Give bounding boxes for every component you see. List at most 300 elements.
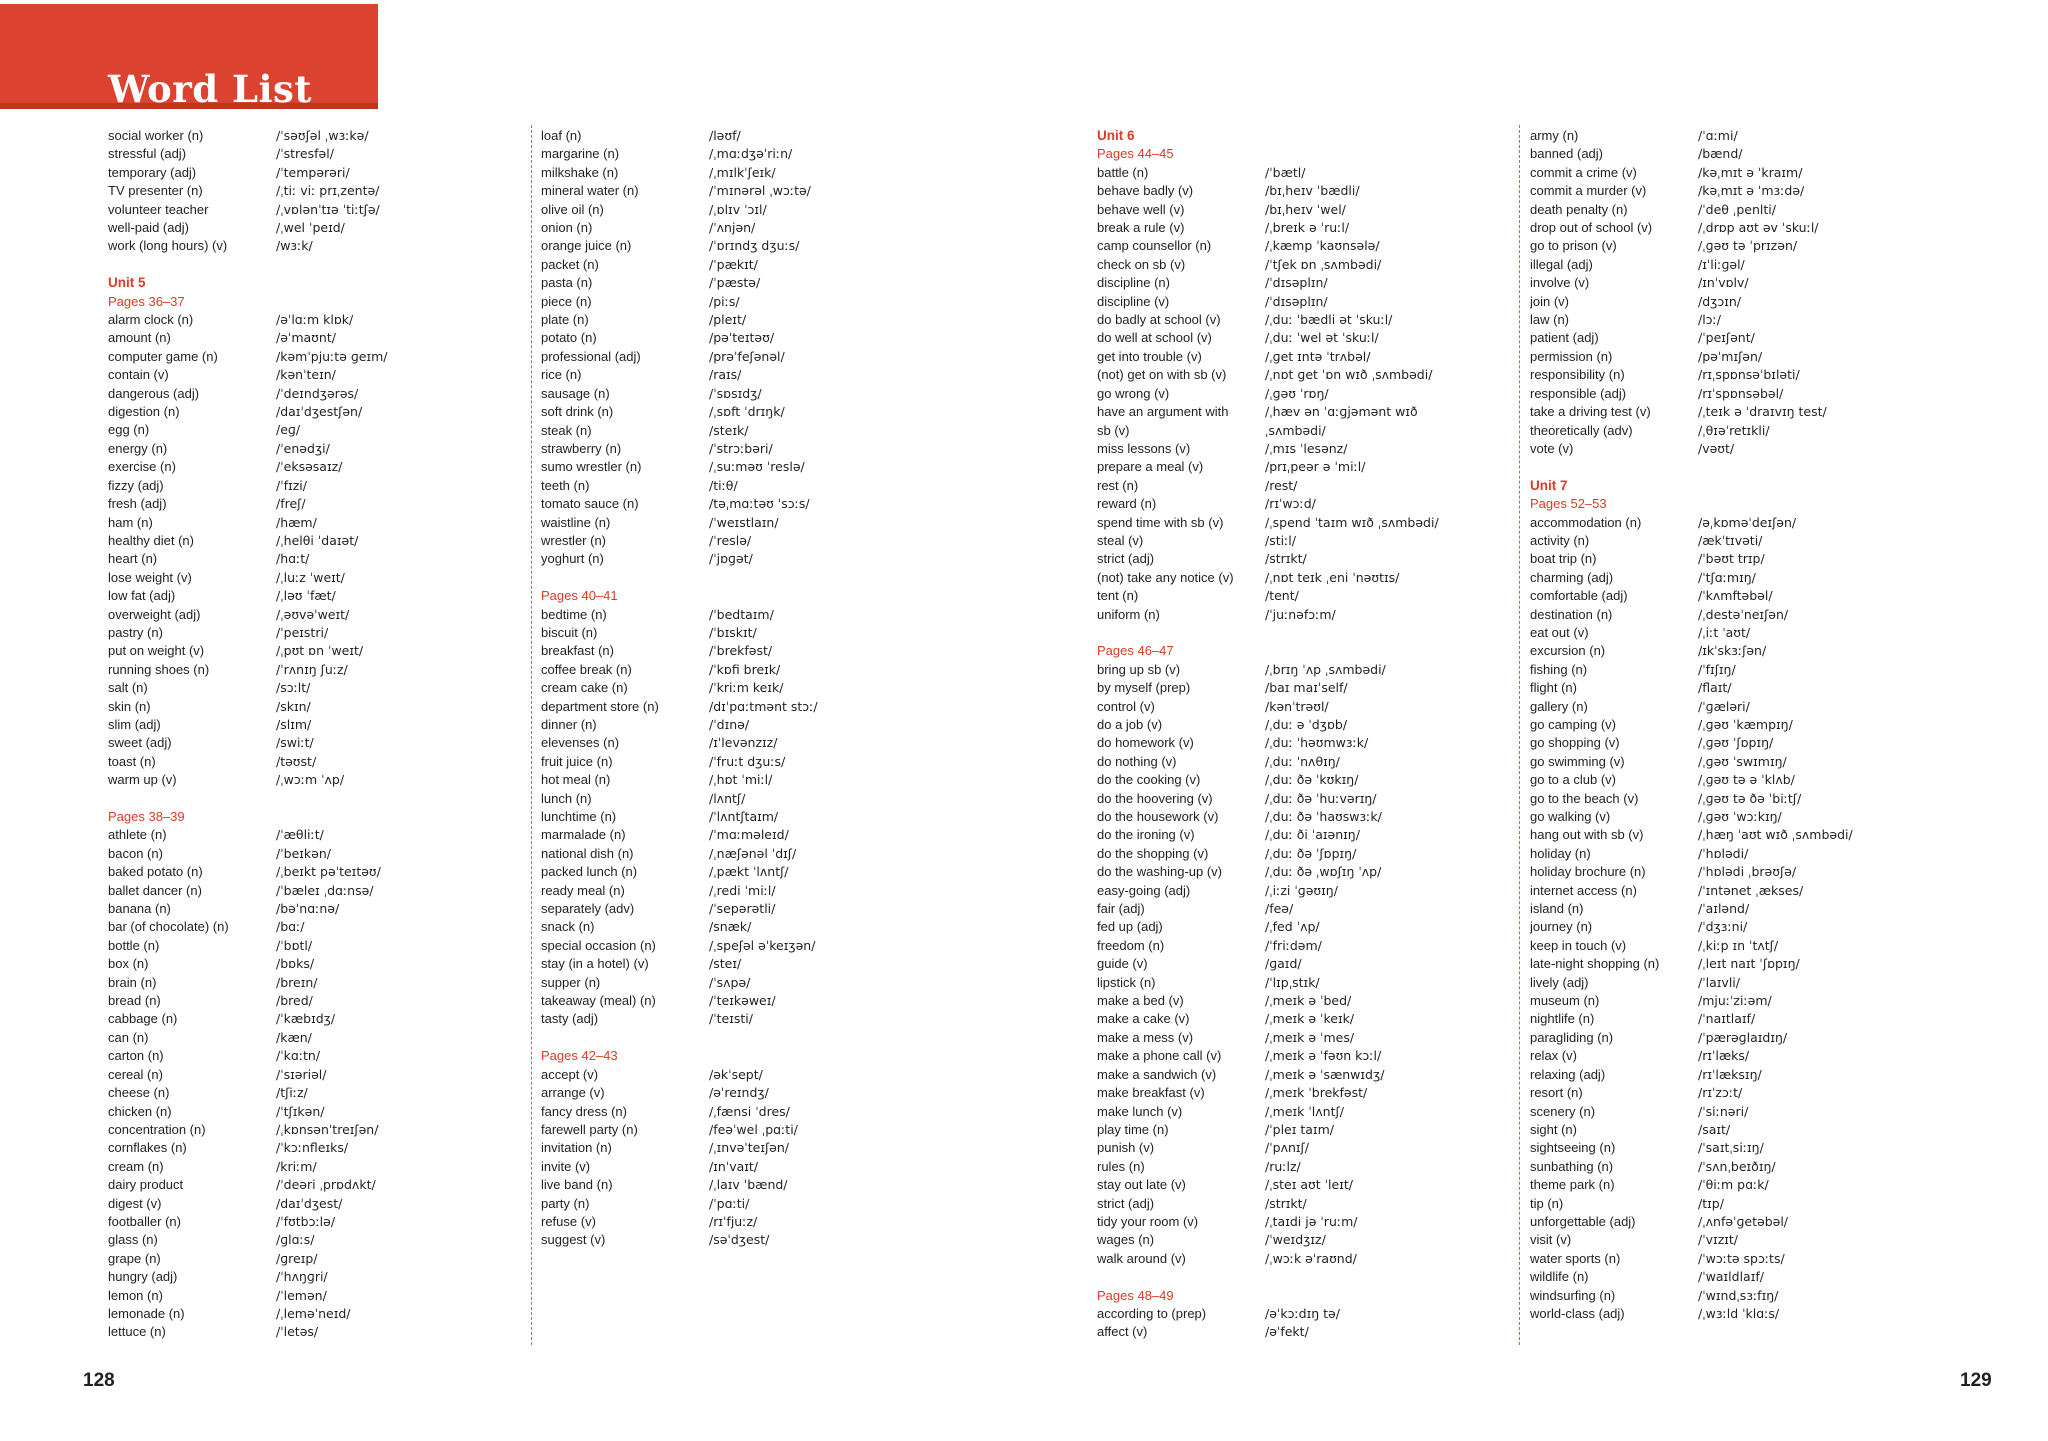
entry-word: bar (of chocolate) (n) (108, 919, 229, 935)
page-title: Word List (108, 67, 312, 111)
entry-pronunciation: /kriːm/ (276, 1158, 317, 1174)
word-entry (541, 1213, 981, 1231)
word-entry (108, 1066, 548, 1084)
word-entry (1097, 771, 1537, 789)
entry-word: break a rule (v) (1097, 220, 1185, 236)
entry-word: resort (n) (1530, 1085, 1583, 1101)
entry-pronunciation: /ˈtʃek ɒn ˌsʌmbədi/ (1265, 256, 1382, 272)
entry-word: bacon (n) (108, 845, 163, 861)
entry-pronunciation: /ˌleɪt naɪt ˈʃɒpɪŋ/ (1698, 956, 1800, 972)
entry-pronunciation: /ækˈtɪvəti/ (1698, 532, 1763, 548)
entry-pronunciation: /ˈfruːt dʒuːs/ (709, 753, 786, 769)
entry-pronunciation: /ləʊf/ (709, 128, 741, 143)
entry-pronunciation: /ruːlz/ (1265, 1158, 1301, 1174)
entry-word: social worker (n) (108, 128, 204, 143)
entry-word: farewell party (n) (541, 1121, 638, 1137)
entry-pronunciation: /feə/ (1265, 901, 1294, 917)
entry-pronunciation: /ˈbɒtl/ (276, 937, 313, 953)
entry-word: stay (in a hotel) (v) (541, 956, 649, 972)
entry-word: heart (n) (108, 551, 158, 567)
entry-word: warm up (v) (108, 772, 177, 788)
word-entry (1530, 1250, 1970, 1268)
entry-word: windsurfing (n) (1530, 1287, 1616, 1303)
word-entry (541, 329, 981, 347)
entry-pronunciation: /ˌbeɪkt pəˈteɪtəʊ/ (276, 864, 381, 880)
entry-word: flight (n) (1530, 680, 1577, 696)
entry-pronunciation: /ˌwɔːm ˈʌp/ (276, 772, 345, 788)
entry-pronunciation: /ˌθɪəˈretɪkli/ (1698, 422, 1770, 438)
entry-pronunciation: /ˈeksəsaɪz/ (276, 459, 343, 475)
word-entry (1097, 716, 1537, 734)
word-entry (1530, 753, 1970, 771)
entry-word: yoghurt (n) (541, 551, 604, 567)
word-entry (541, 422, 981, 440)
entry-word: wages (n) (1097, 1232, 1155, 1248)
entry-word: go shopping (v) (1530, 735, 1620, 751)
entry-pronunciation: /ˈmɪnərəl ˌwɔːtə/ (709, 183, 811, 199)
entry-word: do badly at school (v) (1097, 312, 1221, 328)
word-entry (1530, 1158, 1970, 1176)
word-entry (1530, 918, 1970, 936)
entry-word: sight (n) (1530, 1121, 1577, 1137)
entry-pronunciation: /ˌsteɪ aʊt ˈleɪt/ (1265, 1177, 1353, 1193)
entry-pronunciation: /ˈbedtaɪm/ (709, 606, 774, 622)
entry-pronunciation: /ˈsiːnəri/ (1698, 1103, 1749, 1119)
entry-word: carton (n) (108, 1048, 164, 1064)
entry-pronunciation: /ˈlɪpˌstɪk/ (1265, 974, 1320, 990)
entry-word: tent (n) (1097, 588, 1139, 604)
word-entry (1097, 237, 1537, 255)
word-entry (541, 1158, 981, 1176)
entry-pronunciation: /ˌdrɒp aʊt əv ˈskuːl/ (1698, 220, 1819, 236)
entry-pronunciation: /ˈsəʊʃəl ˌwɜːkə/ (276, 128, 369, 143)
entry-word: patient (adj) (1530, 330, 1599, 346)
word-entry (541, 237, 981, 255)
word-entry (108, 624, 548, 642)
word-entry (108, 477, 548, 495)
word-entry (1097, 863, 1537, 881)
entry-pronunciation: /ˌlaɪv ˈbænd/ (709, 1177, 788, 1193)
section-gap (541, 1029, 981, 1047)
entry-pronunciation: /ˌmɪlkˈʃeɪk/ (709, 164, 776, 180)
word-entry (1530, 1121, 1970, 1139)
entry-pronunciation: /əˈmaʊnt/ (276, 330, 336, 346)
word-entry (541, 1231, 981, 1249)
word-entry (108, 992, 548, 1010)
entry-pronunciation: /ˌkɒnsənˈtreɪʃən/ (276, 1121, 379, 1137)
word-column-4 (1530, 127, 1970, 1323)
word-entry (541, 1084, 981, 1102)
entry-word: charming (adj) (1530, 569, 1614, 585)
entry-pronunciation: /rest/ (1265, 477, 1298, 493)
entry-pronunciation: /ˌɡəʊ ˈwɔːkɪŋ/ (1698, 809, 1782, 825)
entry-word: box (n) (108, 956, 149, 972)
entry-word: do homework (v) (1097, 735, 1194, 751)
entry-word: suggest (v) (541, 1232, 606, 1248)
entry-pronunciation: /rɪˈspɒnsəbəl/ (1698, 385, 1784, 401)
word-entry (1097, 403, 1537, 421)
entry-word: guide (v) (1097, 956, 1148, 972)
word-entry (1097, 1195, 1537, 1213)
entry-word: sb (v) (1097, 422, 1130, 438)
word-entry (1530, 587, 1970, 605)
entry-pronunciation: /ˈwɔːtə spɔːts/ (1698, 1250, 1785, 1266)
word-entry (108, 385, 548, 403)
entry-pronunciation: /ˌpækt ˈlʌntʃ/ (709, 864, 789, 880)
entry-pronunciation: /ˈwaɪldlaɪf/ (1698, 1269, 1764, 1285)
word-entry (1097, 311, 1537, 329)
entry-word: chicken (n) (108, 1103, 172, 1119)
entry-word: dinner (n) (541, 716, 597, 732)
entry-word: sausage (n) (541, 385, 610, 401)
word-entry (541, 514, 981, 532)
word-entry (541, 127, 981, 145)
entry-word: athlete (n) (108, 827, 167, 843)
entry-pronunciation: /hɑːt/ (276, 551, 310, 567)
entry-word: make a mess (v) (1097, 1029, 1194, 1045)
unit-heading: Unit 7 (1530, 477, 1568, 493)
entry-word: sightseeing (n) (1530, 1140, 1616, 1156)
entry-pronunciation: /ˈnaɪtlaɪf/ (1698, 1011, 1756, 1027)
word-entry (1530, 256, 1970, 274)
entry-word: computer game (n) (108, 348, 218, 364)
entry-word: waistline (n) (541, 514, 611, 530)
entry-pronunciation: /ˈtempərəri/ (276, 164, 350, 180)
word-entry (541, 937, 981, 955)
word-entry (108, 182, 548, 200)
entry-pronunciation: /mjuːˈziːəm/ (1698, 993, 1772, 1009)
word-entry (1530, 937, 1970, 955)
word-entry (1097, 329, 1537, 347)
entry-word: uniform (n) (1097, 606, 1160, 622)
entry-word: world-class (adj) (1530, 1305, 1625, 1321)
word-entry (1530, 422, 1970, 440)
entry-word: dangerous (adj) (108, 385, 200, 401)
entry-pronunciation: /ˌtiː viː prɪˌzentə/ (276, 183, 380, 199)
entry-pronunciation: /ˌɡəʊ ˈrɒŋ/ (1265, 385, 1329, 401)
word-entry (1530, 679, 1970, 697)
entry-pronunciation: /ˌɡəʊ ˈʃɒpɪŋ/ (1698, 735, 1774, 751)
entry-word: activity (n) (1530, 532, 1590, 548)
entry-pronunciation: /daɪˈdʒestʃən/ (276, 404, 363, 420)
entry-word: mineral water (n) (541, 183, 639, 199)
word-entry (541, 679, 981, 697)
entry-word: fizzy (adj) (108, 477, 164, 493)
page-number-left: 128 (83, 1370, 115, 1391)
word-entry (1097, 1010, 1537, 1028)
entry-pronunciation: /ˌnæʃənəl ˈdɪʃ/ (709, 845, 797, 861)
word-entry (1097, 826, 1537, 844)
word-entry (1097, 1176, 1537, 1194)
word-entry (1097, 274, 1537, 292)
entry-pronunciation: /kəmˈpjuːtə ɡeɪm/ (276, 348, 388, 364)
word-entry (1530, 1103, 1970, 1121)
entry-word: do the shopping (v) (1097, 845, 1209, 861)
entry-pronunciation: /ˌnɒt ɡet ˈɒn wɪð ˌsʌmbədi/ (1265, 367, 1433, 383)
entry-pronunciation: /ˈpleɪ taɪm/ (1265, 1121, 1334, 1137)
entry-word: tip (n) (1530, 1195, 1564, 1211)
entry-word: reward (n) (1097, 496, 1157, 512)
word-entry (1097, 1139, 1537, 1157)
entry-pronunciation: /ˈsʌnˌbeɪðɪŋ/ (1698, 1158, 1776, 1174)
entry-pronunciation: /raɪs/ (709, 367, 742, 383)
word-entry (1530, 311, 1970, 329)
word-entry (541, 458, 981, 476)
word-entry (1530, 1066, 1970, 1084)
entry-word: lemon (n) (108, 1287, 163, 1303)
entry-pronunciation: /ˌduː ˈbædli ət ˈskuːl/ (1265, 312, 1393, 328)
pages-heading: Pages 38–39 (108, 809, 185, 824)
entry-word: according to (prep) (1097, 1305, 1207, 1321)
entry-pronunciation: /ˈfʊtbɔːlə/ (276, 1213, 336, 1229)
entry-pronunciation: /ˈletəs/ (276, 1324, 319, 1340)
word-entry (541, 495, 981, 513)
entry-pronunciation: /ˈʌnjən/ (709, 220, 756, 236)
entry-pronunciation: /snæk/ (709, 919, 752, 935)
entry-pronunciation: /ˌfænsi ˈdres/ (709, 1103, 790, 1119)
entry-word: fruit juice (n) (541, 753, 613, 769)
word-entry (541, 256, 981, 274)
entry-pronunciation: /ˌhæv ən ˈɑːɡjəmənt wɪð (1265, 404, 1418, 420)
entry-pronunciation: /ˌɡəʊ ˈswɪmɪŋ/ (1698, 753, 1787, 769)
word-entry (1530, 606, 1970, 624)
entry-word: island (n) (1530, 901, 1584, 917)
entry-pronunciation: /ˈdeθ ˌpenlti/ (1698, 201, 1776, 217)
word-entry (108, 403, 548, 421)
entry-pronunciation: /ˈjuːnəfɔːm/ (1265, 606, 1336, 622)
entry-pronunciation: /ˈlemən/ (276, 1287, 327, 1303)
entry-pronunciation: /ˈwɪndˌsɜːfɪŋ/ (1698, 1287, 1779, 1303)
entry-pronunciation: /ɪkˈskɜːʃən/ (1698, 643, 1767, 659)
entry-pronunciation: /ˈlʌntʃtaɪm/ (709, 809, 779, 825)
word-entry (541, 826, 981, 844)
entry-word: visit (v) (1530, 1232, 1572, 1248)
entry-pronunciation: /ˌduː ðə ˈhuːvərɪŋ/ (1265, 790, 1377, 806)
entry-pronunciation: /freʃ/ (276, 496, 306, 512)
entry-pronunciation: /ˈlaɪvli/ (1698, 974, 1740, 990)
entry-word: piece (n) (541, 293, 592, 309)
entry-word: packet (n) (541, 256, 599, 272)
word-entry (1097, 256, 1537, 274)
word-entry (1097, 532, 1537, 550)
entry-word: lipstick (n) (1097, 974, 1156, 990)
entry-pronunciation: /ˈpærəɡlaɪdɪŋ/ (1698, 1029, 1788, 1045)
entry-pronunciation: /ˈtʃɑːmɪŋ/ (1698, 569, 1756, 585)
entry-pronunciation: /təʊst/ (276, 753, 317, 769)
entry-pronunciation: /tent/ (1265, 588, 1299, 604)
entry-word: journey (n) (1530, 919, 1593, 935)
entry-pronunciation: /ˈkʌmftəbəl/ (1698, 588, 1773, 604)
word-entry (1097, 587, 1537, 605)
entry-pronunciation: /ˌmeɪk ə ˈmes/ (1265, 1029, 1355, 1045)
word-entry (541, 201, 981, 219)
entry-word: freedom (n) (1097, 937, 1165, 953)
entry-word: comfortable (adj) (1530, 588, 1628, 604)
entry-word: (not) take any notice (v) (1097, 569, 1234, 585)
entry-word: running shoes (n) (108, 661, 210, 677)
entry-word: discipline (v) (1097, 293, 1170, 309)
entry-pronunciation: /ˌduː ə ˈdʒɒb/ (1265, 716, 1348, 732)
entry-pronunciation: /bɪˌheɪv ˈbædli/ (1265, 183, 1360, 199)
unit-heading: Unit 5 (108, 275, 146, 291)
entry-pronunciation: /ˈweɪstlaɪn/ (709, 514, 779, 530)
entry-pronunciation: /ˌləʊ ˈfæt/ (276, 588, 336, 604)
entry-pronunciation: /sɔːlt/ (276, 680, 311, 696)
entry-pronunciation: /ˈdeɪndʒərəs/ (276, 385, 359, 401)
entry-word: contain (v) (108, 367, 169, 383)
entry-pronunciation: /ˌiːzi ˈɡəʊɪŋ/ (1265, 882, 1338, 898)
entry-word: (not) get on with sb (v) (1097, 367, 1227, 383)
entry-pronunciation: /ˌmeɪk ˈlʌntʃ/ (1265, 1103, 1344, 1119)
entry-word: keep in touch (v) (1530, 937, 1627, 953)
word-entry (108, 164, 548, 182)
word-entry (108, 329, 548, 347)
entry-pronunciation: /ˈrʌnɪŋ ʃuːz/ (276, 661, 348, 677)
entry-word: have an argument with (1097, 404, 1229, 420)
entry-word: sumo wrestler (n) (541, 459, 642, 475)
entry-pronunciation: /ˌɡet ɪntə ˈtrʌbəl/ (1265, 348, 1371, 364)
entry-word: party (n) (541, 1195, 590, 1211)
entry-pronunciation: /ˌspeʃəl əˈkeɪʒən/ (709, 937, 816, 953)
entry-word: pasta (n) (541, 275, 593, 291)
pages-heading: Pages 40–41 (541, 588, 618, 604)
entry-word: commit a crime (v) (1530, 164, 1637, 180)
entry-pronunciation: /piːs/ (709, 293, 740, 309)
entry-pronunciation: /ˈæθliːt/ (276, 827, 324, 843)
entry-pronunciation: /ˈpækɪt/ (709, 256, 758, 272)
entry-pronunciation: /ˈbrekfəst/ (709, 643, 773, 659)
entry-word: cereal (n) (108, 1066, 163, 1082)
entry-word: work (long hours) (v) (108, 238, 228, 254)
entry-word: holiday (n) (1530, 845, 1591, 861)
word-entry (1097, 900, 1537, 918)
entry-word: well-paid (adj) (108, 220, 189, 236)
entry-word: cornflakes (n) (108, 1140, 187, 1156)
word-entry (541, 790, 981, 808)
entry-pronunciation: /bɒks/ (276, 956, 315, 972)
word-entry (1530, 1010, 1970, 1028)
entry-pronunciation: /ˈbeɪkən/ (276, 845, 331, 861)
entry-pronunciation: /prəˈfeʃənəl/ (709, 348, 785, 364)
entry-word: separately (adv) (541, 901, 635, 917)
entry-pronunciation: /ˈdɪnə/ (709, 716, 750, 732)
word-entry (1097, 955, 1537, 973)
entry-pronunciation: /ˌwel ˈpeɪd/ (276, 220, 345, 236)
entry-pronunciation: /breɪn/ (276, 974, 318, 990)
word-entry (541, 1139, 981, 1157)
entry-pronunciation: /ˌduː ði ˈaɪənɪŋ/ (1265, 827, 1360, 843)
word-entry (1530, 182, 1970, 200)
word-entry (1530, 1287, 1970, 1305)
entry-word: rules (n) (1097, 1158, 1145, 1174)
entry-pronunciation: /ˈsaɪtˌsiːɪŋ/ (1698, 1140, 1764, 1156)
entry-word: boat trip (n) (1530, 551, 1597, 567)
entry-word: spend time with sb (v) (1097, 514, 1224, 530)
entry-word: teeth (n) (541, 477, 590, 493)
entry-pronunciation: /ˌspend ˈtaɪm wɪð ˌsʌmbədi/ (1265, 514, 1439, 530)
entry-pronunciation: /steɪk/ (709, 422, 749, 438)
entry-pronunciation: /ˌmeɪk ə ˈsænwɪdʒ/ (1265, 1066, 1385, 1082)
word-entry (1097, 1103, 1537, 1121)
entry-word: accept (v) (541, 1066, 599, 1082)
word-entry (1530, 127, 1970, 145)
entry-word: banana (n) (108, 901, 171, 917)
entry-word: easy-going (adj) (1097, 882, 1191, 898)
entry-pronunciation: /ˌduː ˈwel ət ˈskuːl/ (1265, 330, 1379, 346)
entry-word: army (n) (1530, 128, 1579, 143)
word-entry (108, 1305, 548, 1323)
entry-pronunciation: /bænd/ (1698, 146, 1743, 162)
entry-word: go wrong (v) (1097, 385, 1170, 401)
word-entry (1530, 329, 1970, 347)
entry-word: can (n) (108, 1029, 149, 1045)
entry-pronunciation: /feəˈwel ˌpɑːti/ (709, 1121, 798, 1137)
word-entry (1097, 1066, 1537, 1084)
word-entry (108, 532, 548, 550)
entry-pronunciation: /ˈɪntənet ˌækses/ (1698, 882, 1804, 898)
entry-pronunciation: /rɪˈfjuːz/ (709, 1213, 758, 1229)
word-entry (1097, 1231, 1537, 1249)
entry-pronunciation: /ˌduː ðə ˈhaʊswɜːk/ (1265, 809, 1382, 825)
entry-word: baked potato (n) (108, 864, 203, 880)
word-entry (1530, 532, 1970, 550)
entry-pronunciation: /ˈɡæləri/ (1698, 698, 1750, 714)
entry-word: do a job (v) (1097, 716, 1163, 732)
entry-word: amount (n) (108, 330, 171, 346)
word-column-2 (541, 127, 981, 1250)
entry-pronunciation: /ˈfɪzi/ (276, 477, 307, 493)
word-entry (1097, 661, 1537, 679)
word-entry (1530, 771, 1970, 789)
word-entry (108, 201, 548, 219)
entry-pronunciation: /ˌkæmp ˈkaʊnsələ/ (1265, 238, 1380, 254)
word-entry (1530, 403, 1970, 421)
word-column-1 (108, 127, 548, 1342)
word-entry (541, 1176, 981, 1194)
entry-word: responsible (adj) (1530, 385, 1627, 401)
word-entry (108, 845, 548, 863)
entry-pronunciation: /ˌmeɪk ə ˈkeɪk/ (1265, 1011, 1355, 1027)
entry-pronunciation: /ˈbɪskɪt/ (709, 624, 757, 640)
word-entry (541, 293, 981, 311)
word-entry (1097, 164, 1537, 182)
entry-word: invitation (n) (541, 1140, 612, 1156)
entry-word: refuse (v) (541, 1213, 596, 1229)
entry-word: unforgettable (adj) (1530, 1213, 1636, 1229)
entry-word: miss lessons (v) (1097, 440, 1191, 456)
entry-word: museum (n) (1530, 993, 1600, 1009)
word-entry (108, 237, 548, 255)
entry-word: banned (adj) (1530, 146, 1603, 162)
entry-word: professional (adj) (541, 348, 641, 364)
entry-pronunciation: /ˈdɪsəplɪn/ (1265, 275, 1328, 291)
entry-pronunciation: /ˈtʃɪkən/ (276, 1103, 325, 1119)
word-entry (1097, 550, 1537, 568)
entry-word: discipline (n) (1097, 275, 1170, 291)
entry-word: scenery (n) (1530, 1103, 1596, 1119)
word-entry (108, 1195, 548, 1213)
entry-pronunciation: /ɪˈliːɡəl/ (1698, 256, 1745, 272)
entry-word: make a phone call (v) (1097, 1048, 1222, 1064)
pages-heading: Pages 44–45 (1097, 146, 1174, 162)
word-entry (1097, 1121, 1537, 1139)
entry-word: TV presenter (n) (108, 183, 203, 199)
entry-word: go swimming (v) (1530, 753, 1625, 769)
entry-word: death penalty (n) (1530, 201, 1628, 217)
entry-pronunciation: /baɪ maɪˈself/ (1265, 680, 1348, 696)
word-entry (108, 495, 548, 513)
word-entry (1097, 458, 1537, 476)
